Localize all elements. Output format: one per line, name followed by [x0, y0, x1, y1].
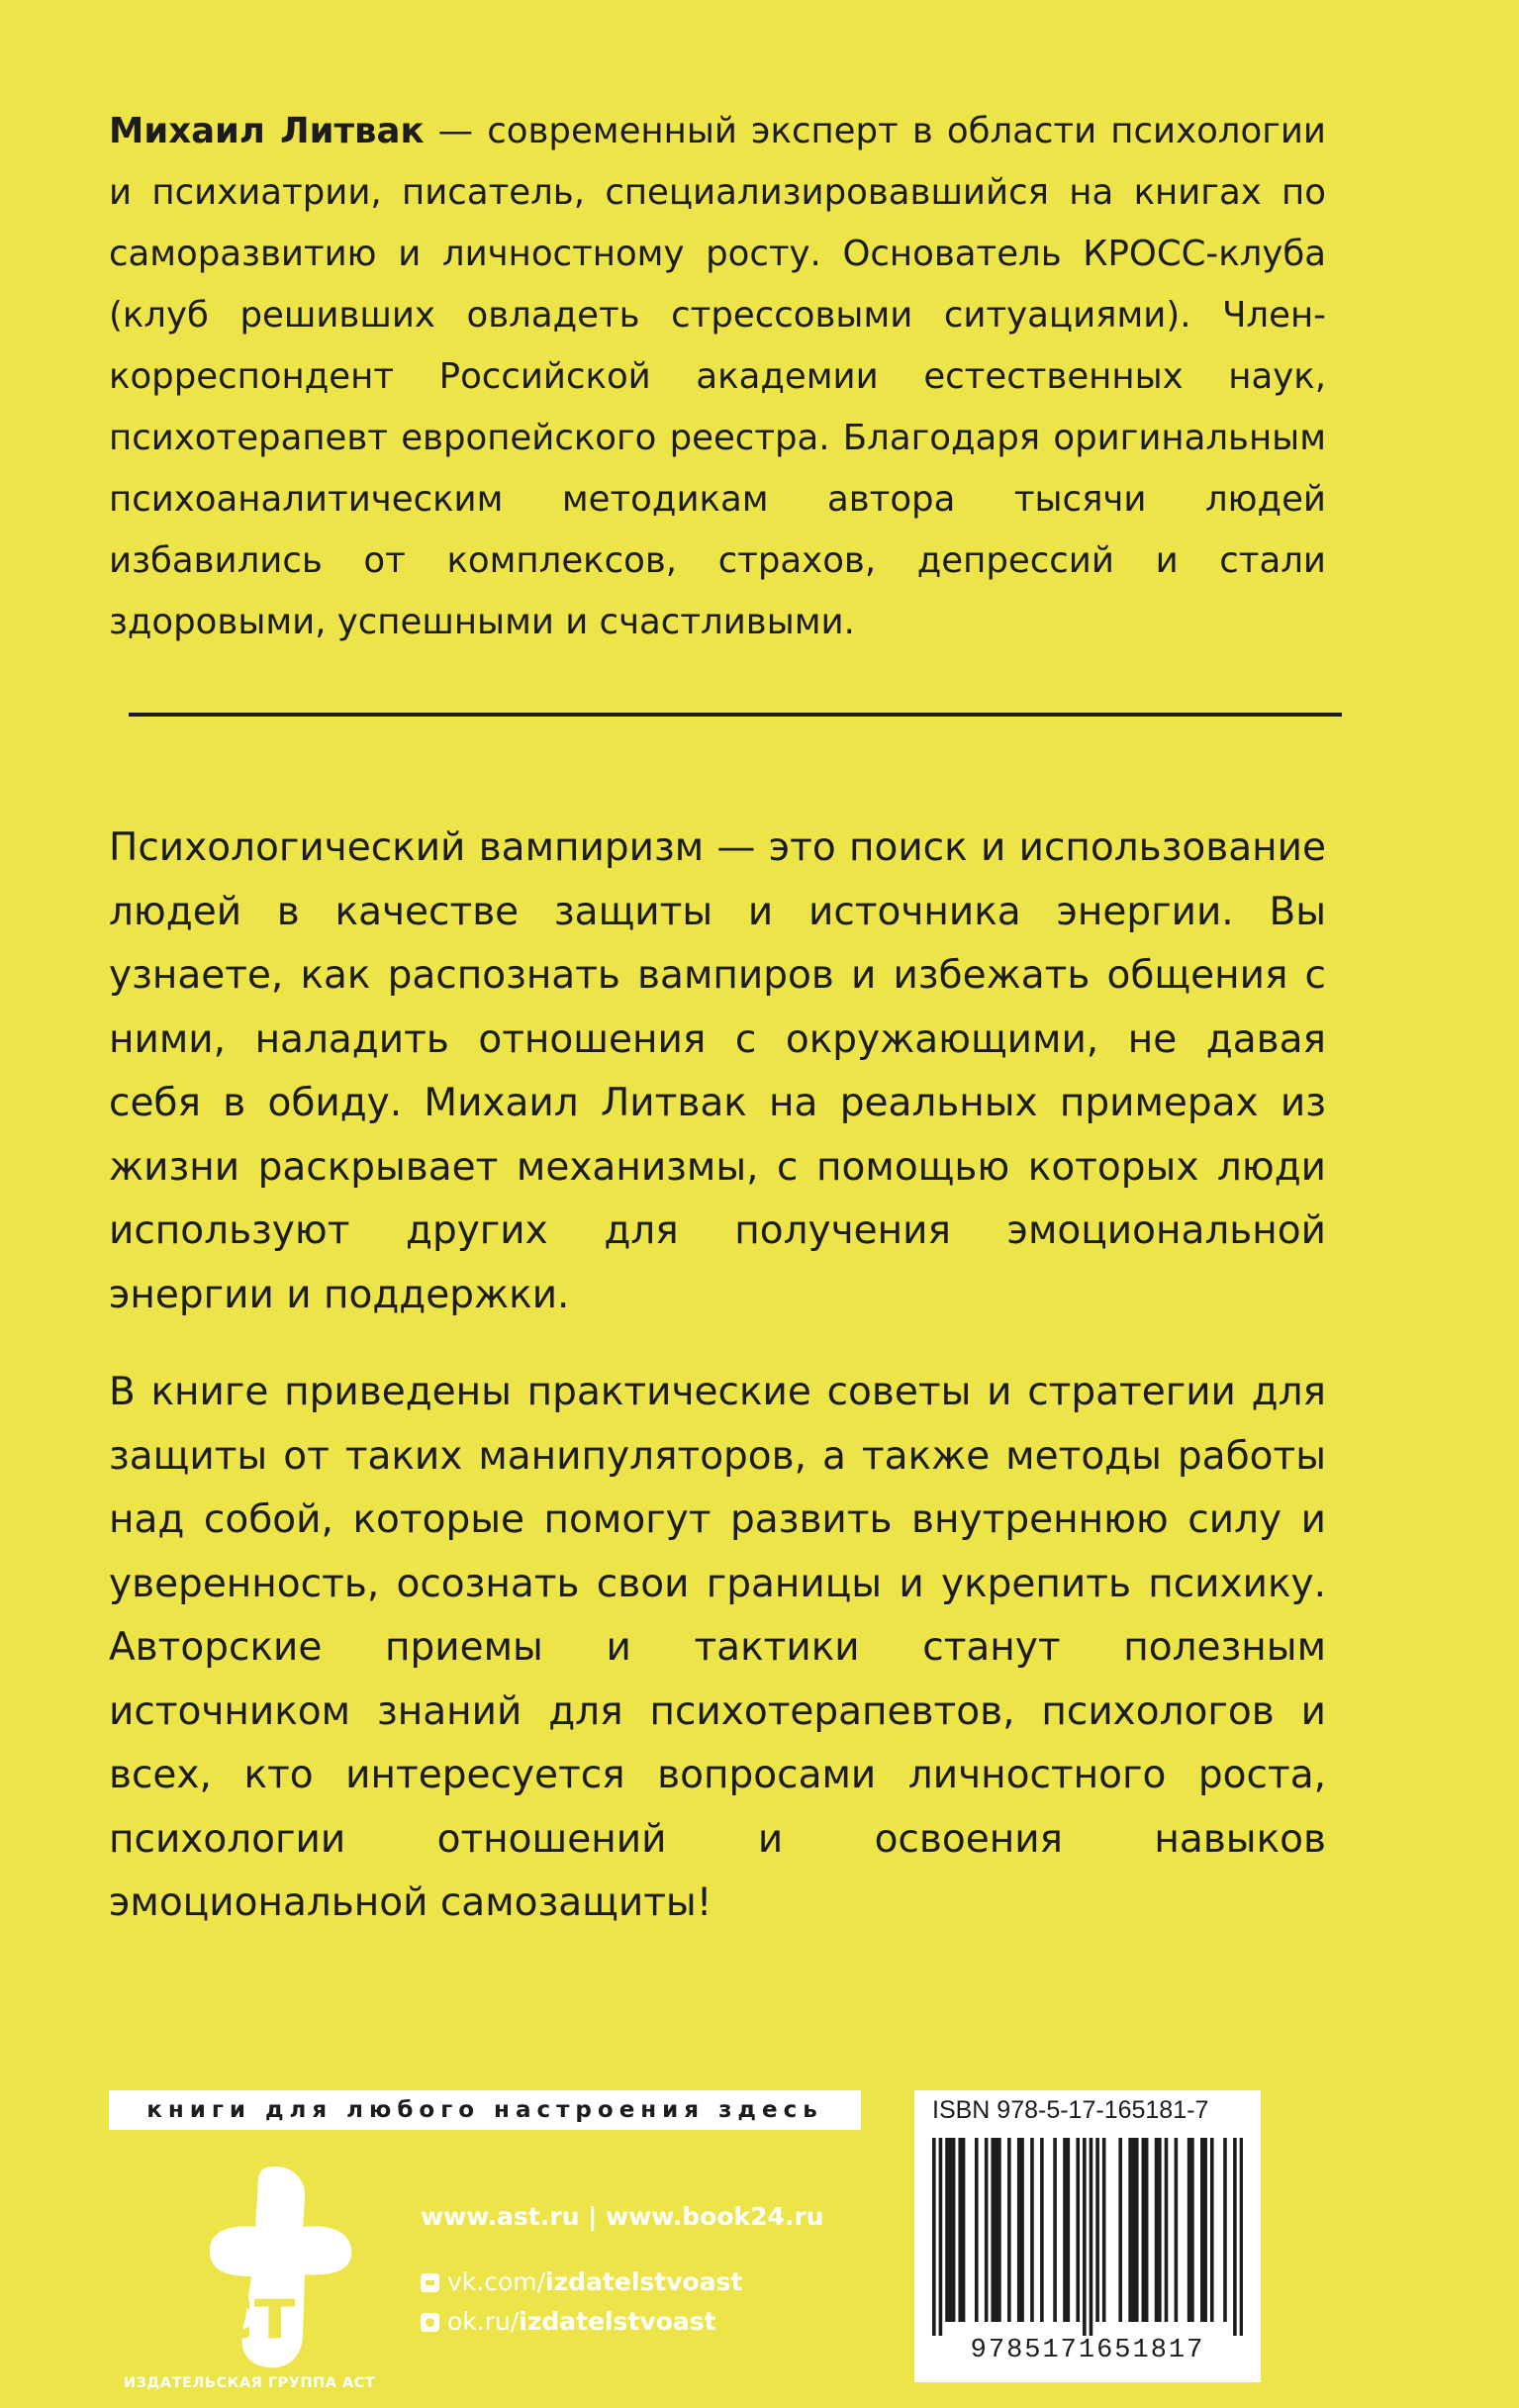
barcode-bar	[1020, 2138, 1024, 2322]
barcode-bar	[1017, 2138, 1021, 2322]
barcode-bar	[1132, 2138, 1136, 2322]
websites-row	[421, 2197, 824, 2237]
barcode-bar	[1128, 2138, 1132, 2322]
barcode-bar	[985, 2138, 989, 2322]
ok-icon	[421, 2313, 439, 2332]
barcode-bar	[1233, 2138, 1237, 2336]
barcode-bar	[1142, 2138, 1146, 2322]
barcode-bar	[1076, 2138, 1080, 2322]
website-book24-link[interactable]: www.book24.ru	[606, 2202, 824, 2231]
vk-handle: izdatelstvoast	[545, 2267, 743, 2296]
publisher-name: ИЗДАТЕЛЬСКАЯ ГРУППА АСТ	[124, 2375, 376, 2391]
barcode-bar	[995, 2138, 998, 2322]
barcode-bar	[1223, 2138, 1227, 2322]
barcode-bar	[949, 2138, 953, 2322]
barcode-bar	[952, 2138, 956, 2322]
barcode-bar	[1165, 2138, 1169, 2322]
barcode-bar	[1200, 2138, 1204, 2322]
ast-logo-icon	[119, 2158, 376, 2375]
barcode-bar	[1067, 2138, 1071, 2322]
ok-prefix: ok.ru/	[447, 2307, 520, 2336]
vk-prefix: vk.com/	[447, 2267, 546, 2296]
barcode-bar	[1155, 2138, 1159, 2322]
author-name: Михаил Литвак	[109, 111, 425, 151]
link-separator: |	[588, 2202, 598, 2231]
barcode-bar	[1240, 2138, 1243, 2336]
vk-row[interactable]	[421, 2263, 824, 2302]
barcode-bar	[939, 2138, 943, 2336]
author-bio	[109, 101, 1326, 653]
barcode-bar	[991, 2138, 995, 2322]
barcode-bar	[1090, 2138, 1093, 2336]
description-paragraph-2: В книге приведены практические советы и стратегии для защиты от таких манипуляторов, а также методы работы над собой, которые помогут развить внутреннюю силу и уверенность, осознать свои границы и укрепить психику. Авторские приемы и тактики станут полезным источником знаний для психотерапевтов, психологов и всех, кто интересуется вопросами личностного роста, психологии отношений и освоения навыков эмоциональной самозащиты!	[109, 1370, 1326, 1925]
barcode-bar	[975, 2138, 979, 2322]
barcode-bar	[1187, 2138, 1191, 2322]
barcode-bar	[962, 2138, 966, 2322]
divider-line	[129, 713, 1342, 717]
barcode-bar	[1007, 2138, 1011, 2322]
barcode-bar	[1083, 2138, 1087, 2336]
barcode-digits: 9785171651817	[970, 2336, 1205, 2365]
barcode-bar	[932, 2138, 936, 2336]
barcode-box	[914, 2090, 1261, 2382]
barcode-bar	[958, 2138, 962, 2322]
barcode-bar	[1118, 2138, 1122, 2322]
author-bio-text: — современный эксперт в области психологии и психиатрии, писатель, специализировавшийся на книгах по саморазвитию и личностному росту. Основатель КРОСС-клуба (клуб решивших овладеть стрессовыми ситуациями). Член-корреспондент Российской академии естественных наук, психотерапевт европейского реестра. Благодаря оригинальным психоаналитическим методикам автора тысячи людей избавились от комплексов, страхов, депрессий и стали здоровыми, успешными и счастливыми.	[109, 111, 1326, 642]
ok-row[interactable]	[421, 2302, 824, 2342]
barcode-bar	[1145, 2138, 1149, 2322]
barcode-bar	[1040, 2138, 1044, 2322]
publisher-links	[421, 2197, 824, 2342]
barcode-bar	[997, 2138, 1001, 2322]
barcode-icon	[932, 2138, 1243, 2336]
barcode-bar	[1190, 2138, 1194, 2322]
barcode-bar	[1135, 2138, 1139, 2322]
logo-text: аст	[163, 2271, 296, 2355]
ok-handle: izdatelstvoast	[519, 2307, 716, 2336]
barcode-bar	[1203, 2138, 1207, 2322]
promo-strip: книги для любого настроения здесь	[109, 2090, 861, 2130]
isbn-label: ISBN 978-5-17-165181-7	[932, 2096, 1209, 2124]
website-ast-link[interactable]: www.ast.ru	[421, 2202, 580, 2231]
description-paragraph-1: Психологический вампиризм — это поиск и использование людей в качестве защиты и источника энергии. Вы узнаете, как распознать вампиров и избежать общения с ними, наладить отношения с окружающими, не давая себя в обиду. Михаил Литвак на реальных примерах из жизни раскрывает механизмы, с помощью которых люди используют других для получения эмоциональной энергии и поддержки.	[109, 825, 1326, 1317]
barcode-bar	[1158, 2138, 1162, 2322]
barcode-bar	[1053, 2138, 1057, 2322]
barcode-bar	[1063, 2138, 1067, 2322]
barcode-bar	[1102, 2138, 1106, 2322]
barcode-bar	[1030, 2138, 1034, 2322]
barcode-bar	[1175, 2138, 1179, 2322]
barcode-bar	[945, 2138, 949, 2322]
barcode-bar	[1095, 2138, 1099, 2322]
barcode-bar	[1210, 2138, 1214, 2322]
vk-icon	[421, 2273, 439, 2292]
